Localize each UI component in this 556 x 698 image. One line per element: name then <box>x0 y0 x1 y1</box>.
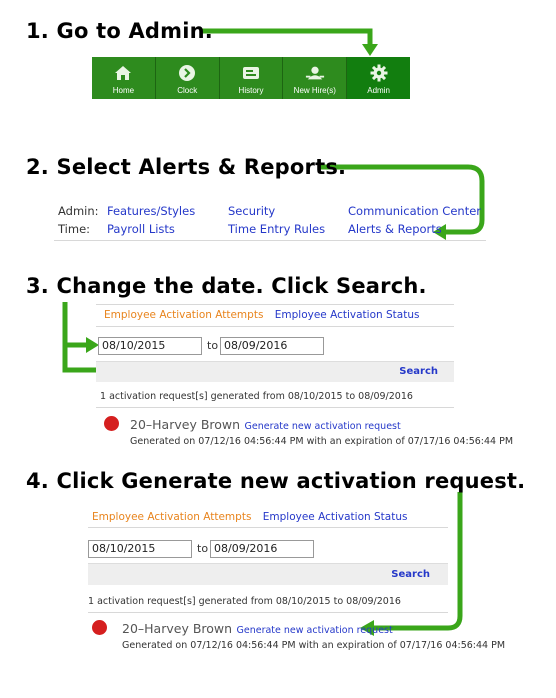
step-4-heading <box>26 469 525 493</box>
search-button[interactable]: Search <box>399 366 438 377</box>
panel-tabs <box>104 309 419 321</box>
toolbar-label: Clock <box>177 86 198 95</box>
from-date-input[interactable]: 08/10/2015 <box>98 337 202 355</box>
from-date-input[interactable]: 08/10/2015 <box>88 540 192 558</box>
result-summary: 1 activation request[s] generated from 08/10/2015 to 08/09/2016 <box>88 596 401 607</box>
toolbar-admin-button[interactable] <box>347 57 410 99</box>
step-text: Go to Admin. <box>56 19 213 43</box>
search-bar <box>96 361 454 382</box>
tab-activation-status[interactable]: Employee Activation Status <box>274 309 420 321</box>
toolbar-label: Home <box>112 86 135 95</box>
step-text: Click Generate new activation request. <box>56 469 526 493</box>
to-label: to <box>197 542 209 555</box>
generated-info: Generated on 07/12/16 04:56:44 PM with an expiration of 07/17/16 04:56:44 PM <box>122 640 506 651</box>
step-number: 4. <box>26 469 49 493</box>
to-date-input[interactable]: 08/09/2016 <box>210 540 314 558</box>
nav-link-alerts-reports[interactable]: Alerts & Reports <box>348 222 442 236</box>
nav-link-security[interactable]: Security <box>228 204 276 218</box>
status-dot <box>104 416 119 431</box>
tab-activation-status[interactable]: Employee Activation Status <box>262 511 408 523</box>
history-icon <box>241 64 261 82</box>
summary-divider <box>88 612 448 613</box>
generated-info: Generated on 07/12/16 04:56:44 PM with an expiration of 07/17/16 04:56:44 PM <box>130 436 514 447</box>
gear-icon <box>369 64 389 82</box>
home-icon <box>113 64 133 82</box>
panel-top-rule <box>96 304 454 305</box>
step-3-heading <box>26 274 427 298</box>
main-toolbar <box>92 57 410 99</box>
nav-link-payroll-lists[interactable]: Payroll Lists <box>107 222 175 236</box>
arrow-step3-date <box>65 302 88 345</box>
nav-link-time-entry-rules[interactable]: Time Entry Rules <box>228 222 326 236</box>
step-number: 2. <box>26 155 49 179</box>
employee-name: 20–Harvey Brown <box>122 621 233 636</box>
toolbar-home-button[interactable] <box>92 57 156 99</box>
search-bar <box>88 563 448 585</box>
tabs-divider <box>96 326 454 327</box>
tab-activation-attempts[interactable]: Employee Activation Attempts <box>92 511 252 523</box>
step-text: Change the date. Click Search. <box>56 274 427 298</box>
to-date-input[interactable]: 08/09/2016 <box>220 337 324 355</box>
panel-tabs <box>92 511 407 523</box>
nav-link-communication-center[interactable]: Communication Center <box>348 204 482 218</box>
toolbar-clock-button[interactable] <box>156 57 220 99</box>
step-number: 1. <box>26 19 49 43</box>
tab-activation-attempts[interactable]: Employee Activation Attempts <box>104 309 264 321</box>
search-button[interactable]: Search <box>391 569 430 580</box>
toolbar-label: New Hire(s) <box>293 86 336 95</box>
toolbar-new-hires-button[interactable] <box>283 57 347 99</box>
step-text: Select Alerts & Reports. <box>56 155 347 179</box>
toolbar-history-button[interactable] <box>220 57 284 99</box>
step-1-heading <box>26 19 213 43</box>
to-label: to <box>207 339 219 352</box>
nav-row-label: Time: <box>58 222 91 236</box>
employee-row <box>130 416 401 434</box>
employee-name: 20–Harvey Brown <box>130 417 241 432</box>
status-dot <box>92 620 107 635</box>
generate-request-link[interactable]: Generate new activation request <box>244 421 401 432</box>
step-2-heading <box>26 155 346 179</box>
tabs-divider <box>88 527 448 528</box>
summary-divider <box>96 407 454 408</box>
nav-divider <box>54 240 486 241</box>
result-summary: 1 activation request[s] generated from 08/10/2015 to 08/09/2016 <box>100 391 413 402</box>
nav-link-features-styles[interactable]: Features/Styles <box>107 204 196 218</box>
step-number: 3. <box>26 274 49 298</box>
generate-request-link[interactable]: Generate new activation request <box>236 625 393 636</box>
toolbar-label: Admin <box>367 86 390 95</box>
arrow-step1 <box>200 31 370 46</box>
toolbar-label: History <box>238 86 264 95</box>
arrowhead-step1 <box>362 44 378 56</box>
clock-arrow-icon <box>177 64 197 82</box>
employee-row <box>122 620 393 638</box>
new-hire-icon <box>305 64 325 82</box>
nav-row-label: Admin: <box>58 204 99 218</box>
